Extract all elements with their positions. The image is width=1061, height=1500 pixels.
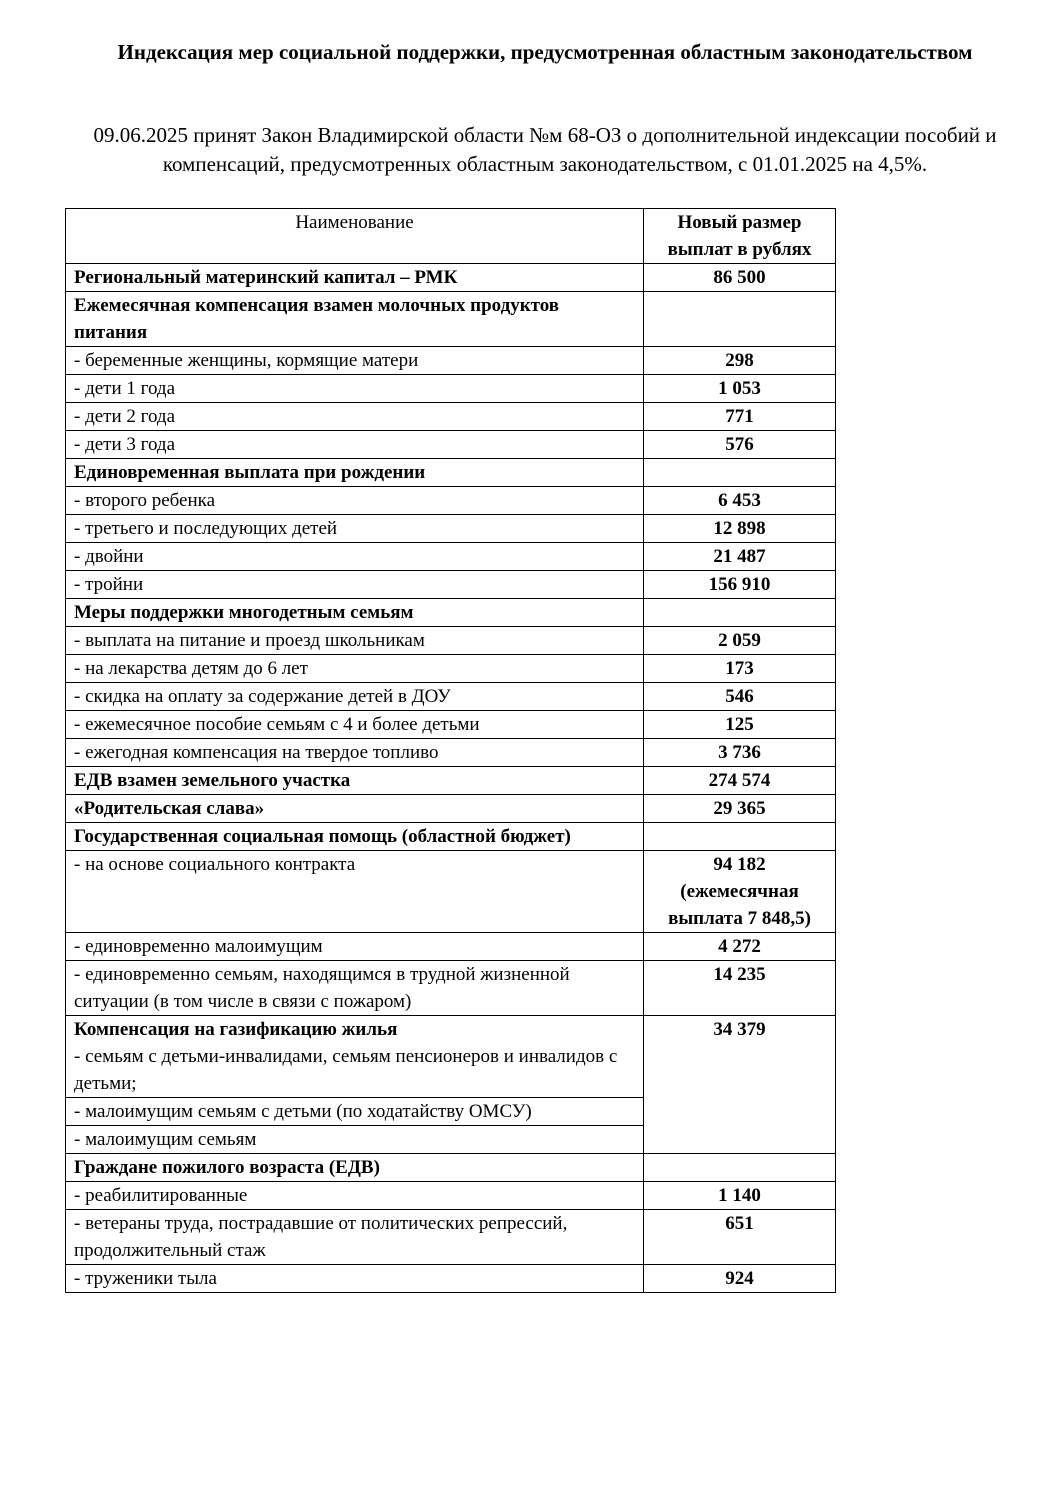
table-row — [66, 599, 836, 627]
table-row — [66, 403, 836, 431]
row-name: - на основе социального контракта — [66, 851, 644, 933]
table-row — [66, 571, 836, 599]
row-name: «Родительская слава» — [66, 795, 644, 823]
row-name: - тройни — [66, 571, 644, 599]
table-row — [66, 767, 836, 795]
row-name: - двойни — [66, 543, 644, 571]
row-name: Государственная социальная помощь (областной бюджет) — [66, 823, 644, 851]
header-value: Новый размер выплат в рублях — [644, 209, 836, 264]
row-value: 29 365 — [644, 795, 836, 823]
row-value: 6 453 — [644, 487, 836, 515]
row-name: - третьего и последующих детей — [66, 515, 644, 543]
table-row — [66, 487, 836, 515]
table-body-gas — [66, 1016, 836, 1154]
row-name: Граждане пожилого возраста (ЕДВ) — [66, 1154, 644, 1182]
table-row — [66, 459, 836, 487]
row-name: - ежемесячное пособие семьям с 4 и более детьми — [66, 711, 644, 739]
row-name: Ежемесячная компенсация взамен молочных продуктов питания — [66, 292, 644, 347]
row-name: - единовременно малоимущим — [66, 933, 644, 961]
row-value: 86 500 — [644, 264, 836, 292]
table-row — [66, 627, 836, 655]
table-row — [66, 515, 836, 543]
table-row — [66, 851, 836, 933]
table-row — [66, 711, 836, 739]
row-name: Единовременная выплата при рождении — [66, 459, 644, 487]
row-value — [644, 292, 836, 347]
row-value: 274 574 — [644, 767, 836, 795]
table-row — [66, 795, 836, 823]
table-row — [66, 264, 836, 292]
row-name: - единовременно семьям, находящимся в трудной жизненной ситуации (в том числе в связи с пожаром) — [66, 961, 644, 1016]
gas-item-1: - семьям с детьми-инвалидами, семьям пенсионеров и инвалидов с детьми; — [74, 1046, 618, 1094]
row-value: 576 — [644, 431, 836, 459]
table-body-main — [66, 264, 836, 1016]
header-name: Наименование — [66, 209, 644, 264]
row-value: 1 140 — [644, 1182, 836, 1210]
row-value: 94 182 (ежемесячная выплата 7 848,5) — [644, 851, 836, 933]
row-value: 4 272 — [644, 933, 836, 961]
gas-item-2: - малоимущим семьям с детьми (по ходатайству ОМСУ) — [66, 1098, 644, 1126]
gas-item-3: - малоимущим семьям — [66, 1126, 644, 1154]
payments-table — [65, 208, 836, 1293]
row-name: - второго ребенка — [66, 487, 644, 515]
row-value: 1 053 — [644, 375, 836, 403]
table-row — [66, 375, 836, 403]
row-name: - скидка на оплату за содержание детей в ДОУ — [66, 683, 644, 711]
row-name: Региональный материнский капитал – РМК — [66, 264, 644, 292]
row-value: 924 — [644, 1265, 836, 1293]
document-title: Индексация мер социальной поддержки, предусмотренная областным законодательством — [117, 40, 973, 64]
table-row — [66, 543, 836, 571]
row-name: - ветераны труда, пострадавшие от политических репрессий, продолжительный стаж — [66, 1210, 644, 1265]
table-row — [66, 292, 836, 347]
row-name: Меры поддержки многодетным семьям — [66, 599, 644, 627]
row-value: 2 059 — [644, 627, 836, 655]
table-row — [66, 347, 836, 375]
table-row — [66, 1265, 836, 1293]
row-value — [644, 1154, 836, 1182]
row-name: - дети 1 года — [66, 375, 644, 403]
row-value — [644, 599, 836, 627]
row-value — [644, 459, 836, 487]
table-row — [66, 655, 836, 683]
row-name: ЕДВ взамен земельного участка — [66, 767, 644, 795]
table-row — [66, 431, 836, 459]
document-intro: 09.06.2025 принят Закон Владимирской области №м 68-ОЗ о дополнительной индексации пособий и компенсаций, предусмотренных областным законодательством, с 01.01.2025 на 4,5%. — [93, 123, 997, 176]
row-value: 651 — [644, 1210, 836, 1265]
gas-row-heading — [66, 1016, 836, 1098]
table-row — [66, 1154, 836, 1182]
row-value: 125 — [644, 711, 836, 739]
table-row — [66, 683, 836, 711]
gas-value: 34 379 — [644, 1016, 836, 1154]
row-value: 298 — [644, 347, 836, 375]
table-row — [66, 933, 836, 961]
row-value: 156 910 — [644, 571, 836, 599]
table-row — [66, 1210, 836, 1265]
table-row — [66, 823, 836, 851]
row-value: 12 898 — [644, 515, 836, 543]
table-row — [66, 961, 836, 1016]
row-name: - беременные женщины, кормящие матери — [66, 347, 644, 375]
row-value: 546 — [644, 683, 836, 711]
row-name: - дети 3 года — [66, 431, 644, 459]
row-value: 21 487 — [644, 543, 836, 571]
table-body-elderly — [66, 1154, 836, 1293]
row-value: 173 — [644, 655, 836, 683]
row-name: - труженики тыла — [66, 1265, 644, 1293]
row-name: - ежегодная компенсация на твердое топливо — [66, 739, 644, 767]
row-value: 3 736 — [644, 739, 836, 767]
table-row — [66, 1182, 836, 1210]
row-value: 14 235 — [644, 961, 836, 1016]
row-name: - реабилитированные — [66, 1182, 644, 1210]
row-value — [644, 823, 836, 851]
row-name: - выплата на питание и проезд школьникам — [66, 627, 644, 655]
table-header-row — [66, 209, 836, 264]
table-row — [66, 739, 836, 767]
row-name: - дети 2 года — [66, 403, 644, 431]
row-value: 771 — [644, 403, 836, 431]
row-name: - на лекарства детям до 6 лет — [66, 655, 644, 683]
gas-heading: Компенсация на газификацию жилья — [74, 1019, 398, 1040]
